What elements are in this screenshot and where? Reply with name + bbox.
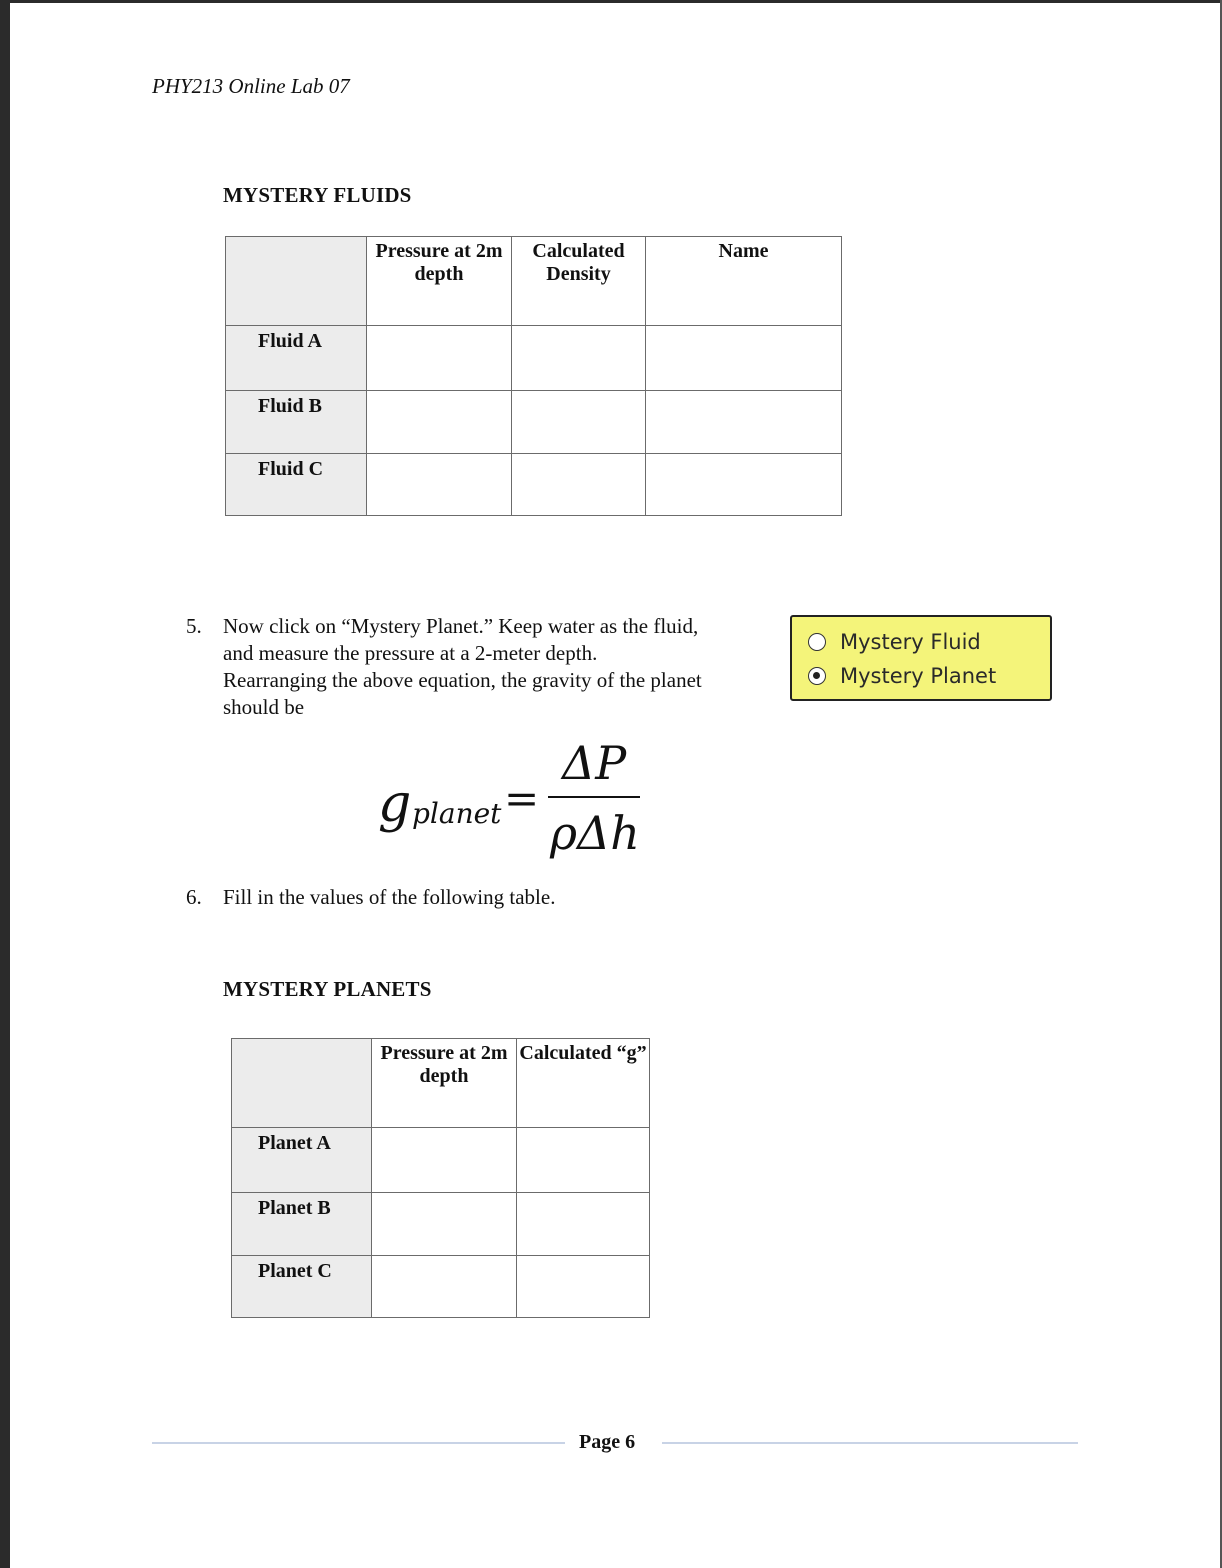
mystery-planets-table xyxy=(231,1038,650,1318)
equation-g: g xyxy=(378,774,412,834)
table-corner-cell xyxy=(226,237,367,326)
window-frame-top xyxy=(0,0,1222,3)
fluid-b-density-cell[interactable] xyxy=(512,391,646,454)
equation-denominator: ρΔh xyxy=(550,806,640,860)
table-row xyxy=(226,326,842,391)
mode-radio-group xyxy=(790,615,1052,701)
fluids-section-title: MYSTERY FLUIDS xyxy=(223,183,412,207)
row-header-planet-c: Planet C xyxy=(232,1256,372,1318)
fluid-a-density-cell[interactable] xyxy=(512,326,646,391)
step-6-text: Fill in the values of the following table. xyxy=(223,885,556,909)
document-header: PHY213 Online Lab 07 xyxy=(152,74,350,98)
fluid-a-name-cell[interactable] xyxy=(646,326,842,391)
fluid-c-density-cell[interactable] xyxy=(512,454,646,516)
planet-b-g-cell[interactable] xyxy=(517,1193,650,1256)
step-5-line-1: Now click on “Mystery Planet.” Keep water as the fluid, xyxy=(223,614,699,638)
page-number: Page 6 xyxy=(579,1431,636,1453)
fluid-b-name-cell[interactable] xyxy=(646,391,842,454)
equation-equals: = xyxy=(504,774,540,823)
footer-rule-right xyxy=(662,1442,1078,1444)
step-5 xyxy=(186,613,776,723)
planet-b-pressure-cell[interactable] xyxy=(372,1193,517,1256)
planet-c-g-cell[interactable] xyxy=(517,1256,650,1318)
table-corner-cell xyxy=(232,1039,372,1128)
step-6-number: 6. xyxy=(186,885,202,909)
fluid-a-pressure-cell[interactable] xyxy=(367,326,512,391)
step-6 xyxy=(186,884,686,912)
planet-a-g-cell[interactable] xyxy=(517,1128,650,1193)
gravity-equation xyxy=(378,736,658,866)
table-row xyxy=(226,454,842,516)
fluid-b-pressure-cell[interactable] xyxy=(367,391,512,454)
row-header-fluid-a: Fluid A xyxy=(226,326,367,391)
column-header-name: Name xyxy=(646,237,842,326)
radio-label-mystery-planet: Mystery Planet xyxy=(840,664,997,688)
equation-numerator: ΔP xyxy=(562,736,627,790)
fluid-c-name-cell[interactable] xyxy=(646,454,842,516)
radio-selected-icon[interactable] xyxy=(808,667,826,685)
radio-option-mystery-fluid[interactable] xyxy=(808,628,981,656)
step-5-line-2: and measure the pressure at a 2-meter depth. xyxy=(223,641,598,665)
row-header-fluid-c: Fluid C xyxy=(226,454,367,516)
column-header-pressure: Pressure at 2m depth xyxy=(372,1039,517,1128)
equation-fraction-bar xyxy=(548,796,640,798)
radio-option-mystery-planet[interactable] xyxy=(808,662,996,690)
column-header-pressure: Pressure at 2m depth xyxy=(367,237,512,326)
row-header-fluid-b: Fluid B xyxy=(226,391,367,454)
planet-a-pressure-cell[interactable] xyxy=(372,1128,517,1193)
window-frame-left xyxy=(0,0,10,1568)
step-5-line-4: should be xyxy=(223,695,305,719)
table-header-row xyxy=(232,1039,650,1128)
planets-section-title: MYSTERY PLANETS xyxy=(223,977,432,1001)
table-row xyxy=(232,1256,650,1318)
fluid-c-pressure-cell[interactable] xyxy=(367,454,512,516)
row-header-planet-a: Planet A xyxy=(232,1128,372,1193)
table-header-row xyxy=(226,237,842,326)
column-header-density: Calculated Density xyxy=(512,237,646,326)
column-header-g: Calculated “g” xyxy=(517,1039,650,1128)
table-row xyxy=(226,391,842,454)
footer-rule-left xyxy=(152,1442,565,1444)
equation-subscript: planet xyxy=(412,797,502,830)
step-5-line-3: Rearranging the above equation, the gravity of the planet xyxy=(223,668,702,692)
table-row xyxy=(232,1193,650,1256)
radio-unselected-icon[interactable] xyxy=(808,633,826,651)
planet-c-pressure-cell[interactable] xyxy=(372,1256,517,1318)
radio-label-mystery-fluid: Mystery Fluid xyxy=(840,630,981,654)
table-row xyxy=(232,1128,650,1193)
row-header-planet-b: Planet B xyxy=(232,1193,372,1256)
step-5-number: 5. xyxy=(186,614,202,638)
mystery-fluids-table xyxy=(225,236,842,516)
